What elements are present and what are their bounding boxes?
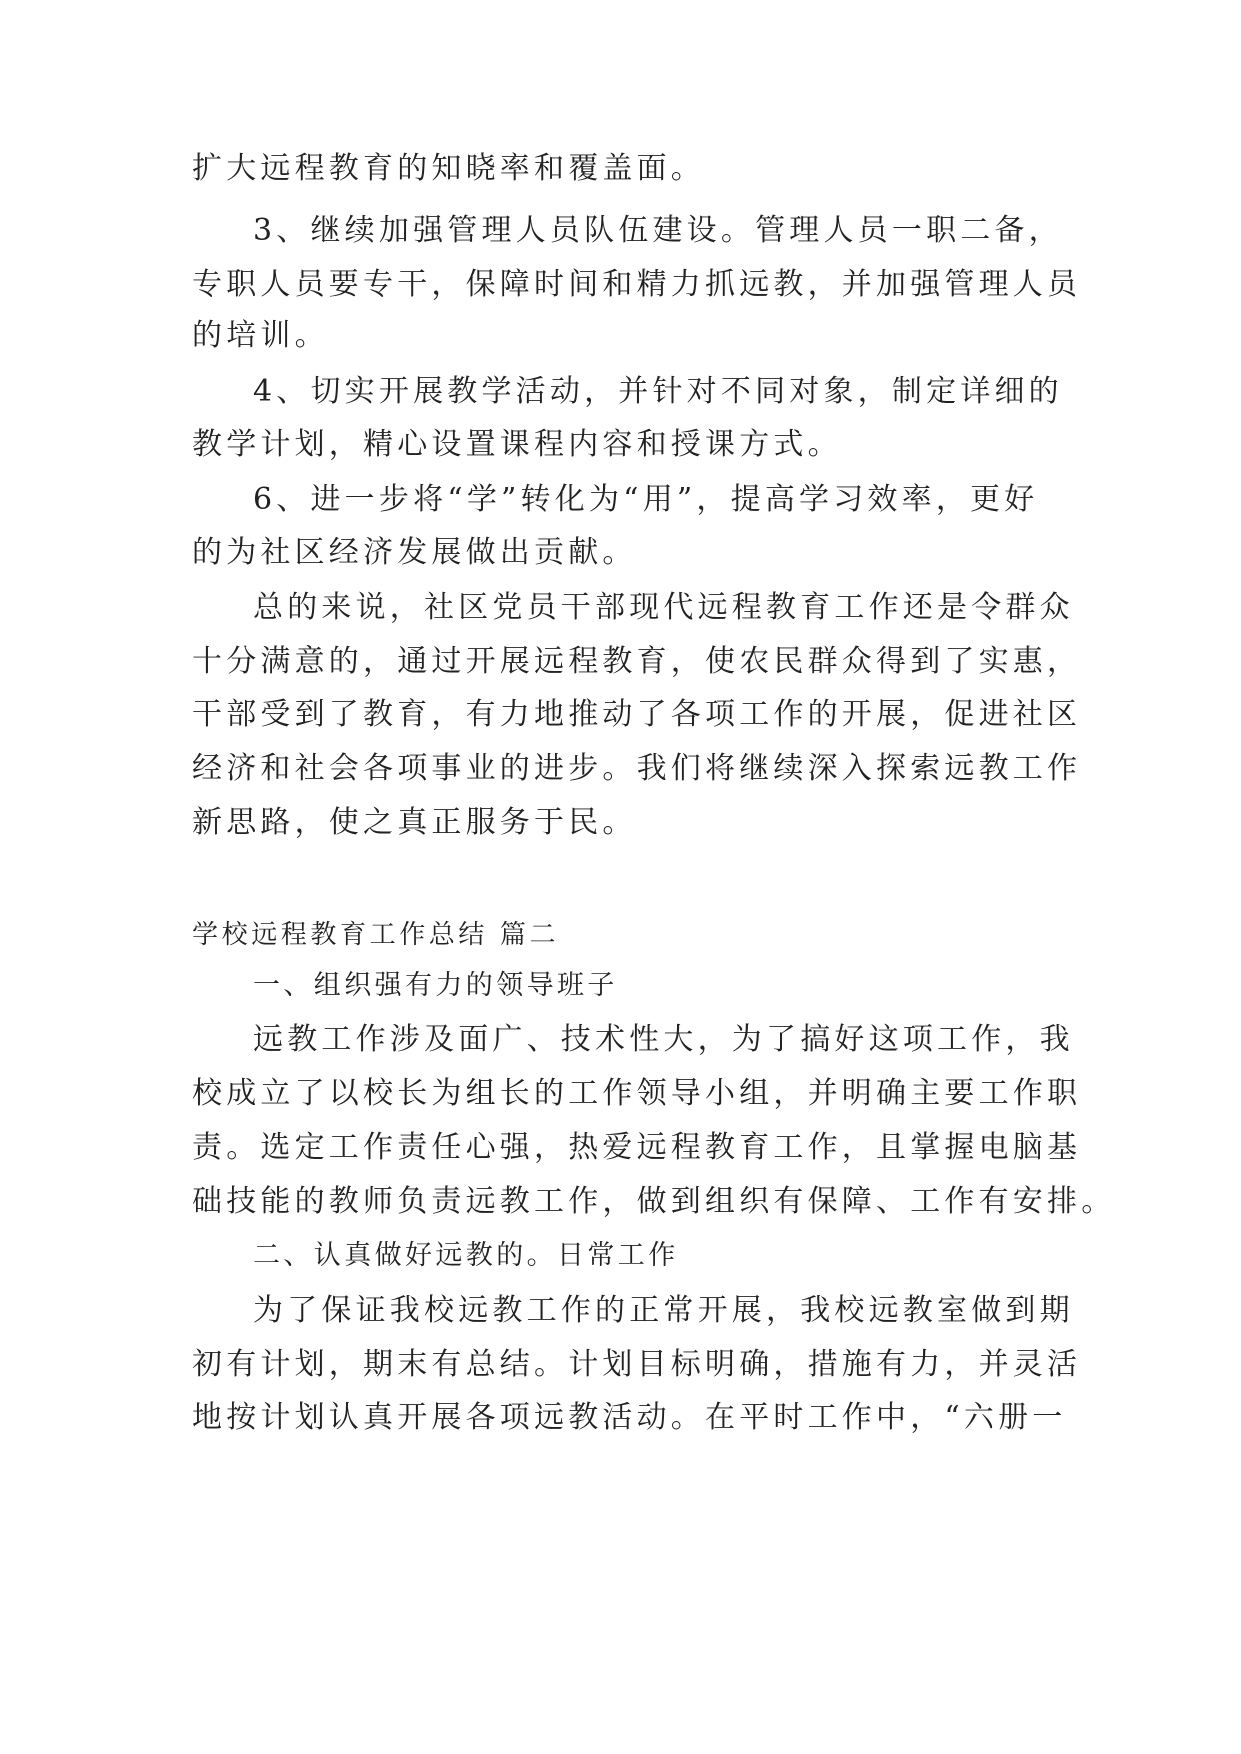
- text-line: 础技能的教师负责远教工作，做到组织有保障、工作有安排。: [192, 1184, 1116, 1219]
- text-line: 初有计划，期末有总结。计划目标明确，措施有力，并灵活: [192, 1347, 1082, 1382]
- text-line: 干部受到了教育，有力地推动了各项工作的开展，促进社区: [192, 697, 1082, 732]
- text-line: 的培训。: [192, 318, 329, 353]
- text-line: 十分满意的，通过开展远程教育，使农民群众得到了实惠，: [192, 644, 1082, 679]
- subheading: 一、组织强有力的领导班子: [253, 970, 618, 1001]
- section-title: 学校远程教育工作总结 篇二: [192, 920, 560, 950]
- text-line: 的为社区经济发展做出贡献。: [192, 535, 637, 570]
- text-line: 责。选定工作责任心强，热爱远程教育工作，且掌握电脑基: [192, 1130, 1082, 1165]
- text-line: 远教工作涉及面广、技术性大，为了搞好这项工作，我: [253, 1022, 1074, 1057]
- text-line: 6、进一步将“学”转化为“用”，提高学习效率，更好: [253, 482, 1039, 517]
- text-line: 校成立了以校长为组长的工作领导小组，并明确主要工作职: [192, 1076, 1082, 1111]
- text-line: 为了保证我校远教工作的正常开展，我校远教室做到期: [253, 1293, 1074, 1328]
- text-line: 专职人员要专干，保障时间和精力抓远教，并加强管理人员: [192, 267, 1082, 302]
- text-line: 3、继续加强管理人员队伍建设。管理人员一职二备，: [253, 213, 1063, 248]
- text-line: 地按计划认真开展各项远教活动。在平时工作中，“六册一: [192, 1400, 1067, 1435]
- text-line: 4、切实开展教学活动，并针对不同对象，制定详细的: [253, 374, 1063, 409]
- text-line: 新思路，使之真正服务于民。: [192, 805, 637, 840]
- text-line: 总的来说，社区党员干部现代远程教育工作还是令群众: [253, 590, 1074, 625]
- text-line: 教学计划，精心设置课程内容和授课方式。: [192, 427, 842, 462]
- text-line: 扩大远程教育的知晓率和覆盖面。: [192, 151, 705, 186]
- text-line: 经济和社会各项事业的进步。我们将继续深入探索远教工作: [192, 751, 1082, 786]
- subheading: 二、认真做好远教的。日常工作: [253, 1240, 679, 1271]
